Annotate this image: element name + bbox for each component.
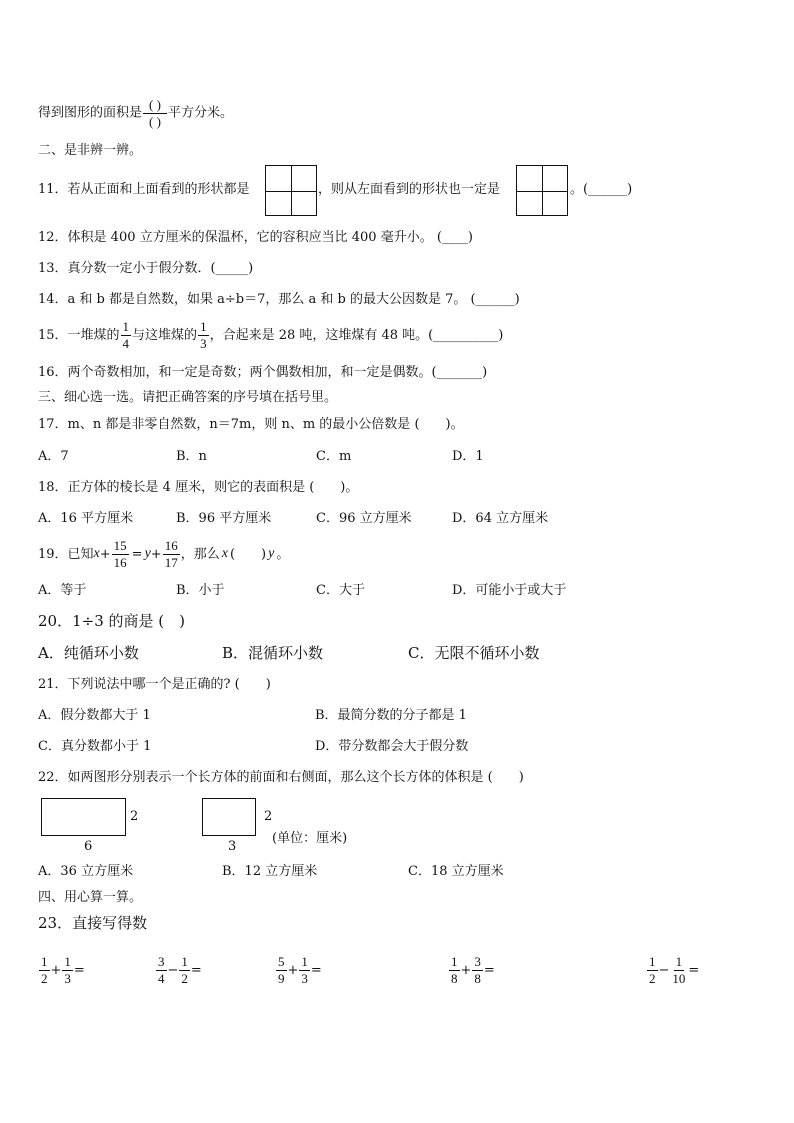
section3-title: 三、细心选一选。请把正确答案的序号填在括号里。 <box>38 390 338 405</box>
q22-front-face-rectangle <box>41 798 126 836</box>
q14: 14．a 和 b 都是自然数，如果 a÷b＝7，那么 a 和 b 的最大公因数是 7。 (______) <box>38 292 520 307</box>
q18-option-c[interactable]: C．96 立方厘米 <box>316 511 412 526</box>
section4-title: 四、用心算一算。 <box>38 890 143 905</box>
q15-fraction-1-3: $\frac{1}{3}$ <box>200 318 207 351</box>
q19-option-c[interactable]: C．大于 <box>316 583 365 598</box>
q15: 15．一堆煤的 $\frac{1}{4}$ 与这堆煤的 $\frac{1}{3}$ ，合起来是 28 吨，这堆煤有 48 吨。(__________) <box>38 318 504 351</box>
q19-stem: 19．已知 x + $\frac{15}{16}$ = y + $\frac{16}{17}$ ，那么 x ( ) y 。 <box>38 537 290 570</box>
q23-item-5[interactable]: $\frac{1}{2}$ − $\frac{1}{10}$ = <box>649 953 700 986</box>
top-suffix: 平方分米。 <box>167 105 233 121</box>
q19-fraction-16-17: $\frac{16}{17}$ <box>164 537 178 570</box>
q16: 16．两个奇数相加，和一定是奇数；两个偶数相加，和一定是偶数。(_______) <box>38 365 488 380</box>
top-line <box>38 98 233 128</box>
q17-option-d[interactable]: D．1 <box>452 449 484 464</box>
q21-option-a[interactable]: A．假分数都大于 1 <box>38 708 151 723</box>
q23-item-4[interactable]: $\frac{1}{8}$ + $\frac{3}{8}$ = <box>451 953 495 986</box>
q17-option-b[interactable]: B．n <box>176 449 207 464</box>
section2-title: 二、是非辨一辨。 <box>38 143 143 158</box>
q19-option-a[interactable]: A．等于 <box>38 583 87 598</box>
q22-rect1-width: 6 <box>84 839 93 854</box>
q19-option-b[interactable]: B．小于 <box>176 583 225 598</box>
q23-item-2[interactable]: $\frac{3}{4}$ − $\frac{1}{2}$ = <box>158 953 202 986</box>
q15-fraction-1-4: $\frac{1}{4}$ <box>122 318 130 351</box>
q18-option-d[interactable]: D．64 立方厘米 <box>452 511 549 526</box>
q19-fraction-15-16: $\frac{15}{16}$ <box>113 537 127 570</box>
q21-option-b[interactable]: B．最简分数的分子都是 1 <box>315 708 467 723</box>
q20-option-a[interactable]: A．纯循环小数 <box>38 644 139 662</box>
q20-stem: 20．1÷3 的商是 ( ) <box>38 612 185 630</box>
q11-grid-figure-1 <box>265 165 317 216</box>
q20-option-b[interactable]: B．混循环小数 <box>222 644 324 662</box>
q22-option-a[interactable]: A．36 立方厘米 <box>38 864 134 879</box>
q18-option-b[interactable]: B．96 平方厘米 <box>176 511 272 526</box>
q11-text-a: 11．若从正面和上面看到的形状都是 <box>38 182 250 197</box>
q22-option-c[interactable]: C．18 立方厘米 <box>408 864 504 879</box>
q13: 13．真分数一定小于假分数．(_____) <box>38 261 254 276</box>
q23-item-3[interactable]: $\frac{5}{9}$ + $\frac{1}{3}$ = <box>278 953 322 986</box>
q22-rect1-height: 2 <box>130 809 139 824</box>
q21-option-d[interactable]: D．带分数都会大于假分数 <box>315 739 469 754</box>
q22-rect2-height: 2 <box>264 809 273 824</box>
q21-option-c[interactable]: C．真分数都小于 1 <box>38 739 152 754</box>
q20-option-c[interactable]: C．无限不循环小数 <box>408 644 540 662</box>
q22-side-face-rectangle <box>202 798 256 836</box>
q22-rect2-width: 3 <box>228 839 237 854</box>
q11-answer-blank[interactable]: 。(______) <box>570 182 633 197</box>
q11-grid-figure-2 <box>516 165 568 216</box>
q18-stem: 18．正方体的棱长是 4 厘米，则它的表面积是 ( )。 <box>38 480 359 495</box>
area-blank-fraction[interactable]: $\frac{( )}{( )}$ <box>143 98 167 128</box>
q22-stem: 22．如两图形分别表示一个长方体的前面和右侧面，那么这个长方体的体积是 ( ) <box>38 770 524 785</box>
q21-stem: 21．下列说法中哪一个是正确的? ( ) <box>38 677 271 692</box>
q11-text-b: ，则从左面看到的形状也一定是 <box>318 182 501 197</box>
top-prefix: 得到图形的面积是 <box>38 105 143 121</box>
q17-option-a[interactable]: A．7 <box>38 449 69 464</box>
q19-option-d[interactable]: D．可能小于或大于 <box>452 583 567 598</box>
q17-option-c[interactable]: C．m <box>316 449 352 464</box>
q18-option-a[interactable]: A．16 平方厘米 <box>38 511 134 526</box>
q23-title: 23．直接写得数 <box>38 914 148 932</box>
q17-stem: 17．m、n 都是非零自然数，n＝7m，则 n、m 的最小公倍数是 ( )。 <box>38 417 464 432</box>
q22-unit-note: (单位：厘米) <box>272 831 348 846</box>
q23-item-1[interactable]: $\frac{1}{2}$ + $\frac{1}{3}$ = <box>41 953 85 986</box>
q22-option-b[interactable]: B．12 立方厘米 <box>222 864 318 879</box>
q12: 12．体积是 400 立方厘米的保温杯，它的容积应当比 400 毫升小。 (____) <box>38 230 473 245</box>
